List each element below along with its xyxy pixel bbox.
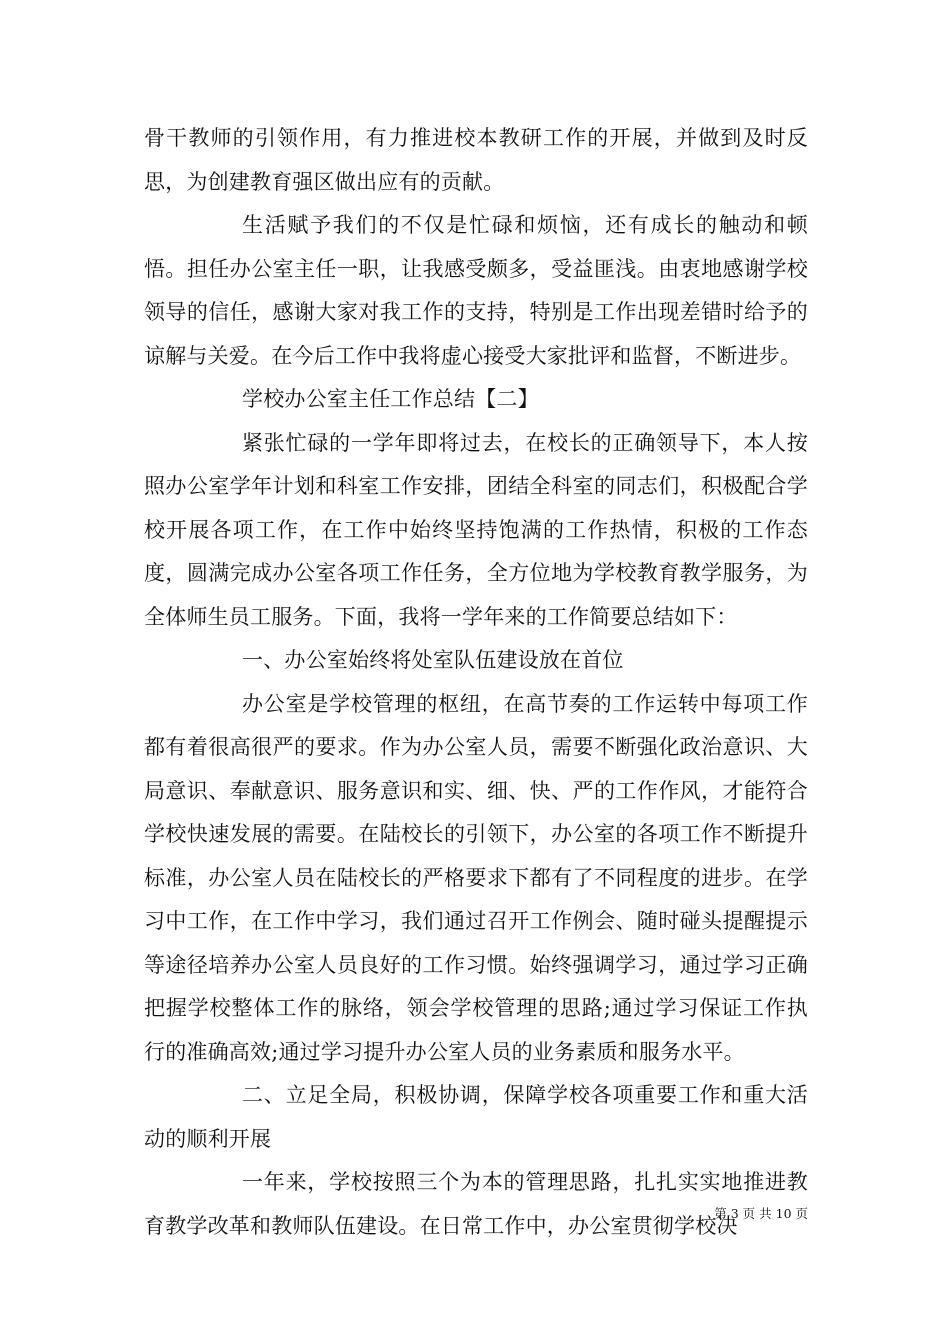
paragraph-2: 生活赋予我们的不仅是忙碌和烦恼，还有成长的触动和顿悟。担任办公室主任一职，让我感受颇多，受益匪浅。由衷地感谢学校领导的信任，感谢大家对我工作的支持，特别是工作出现差错时给予的谅解与关爱。在今后工作中我将虚心接受大家批评和监督，不断进步。 — [144, 213, 808, 368]
subheading-2: 二、立足全局，积极协调，保障学校各项重要工作和重大活动的顺利开展 — [144, 1083, 808, 1151]
paragraph-4: 办公室是学校管理的枢纽，在高节奏的工作运转中每项工作都有着很高很严的要求。作为办公室人员，需要不断强化政治意识、大局意识、奉献意识、服务意识和实、细、快、严的工作作风，才能符合学校快速发展的需要。在陆校长的引领下，办公室的各项工作不断提升标准，办公室人员在陆校长的严格要求下都有了不同程度的进步。在学习中工作，在工作中学习，我们通过召开工作例会、随时碰头提醒提示等途径培养办公室人员良好的工作习惯。始终强调学习，通过学习正确把握学校整体工作的脉络，领会学校管理的思路;通过学习保证工作执行的准确高效;通过学习提升办公室人员的业务素质和服务水平。 — [144, 691, 808, 1064]
page-number-footer: 第 3 页 共 10 页 — [714, 1206, 808, 1221]
section-heading-2: 学校办公室主任工作总结【二】 — [242, 387, 539, 411]
document-body — [144, 117, 808, 1248]
paragraph-5: 一年来，学校按照三个为本的管理思路，扎扎实实地推进教育教学改革和教师队伍建设。在日常工作中，办公室贯彻学校决 — [144, 1170, 808, 1238]
subheading-1: 一、办公室始终将处室队伍建设放在首位 — [242, 648, 624, 672]
paragraph-3: 紧张忙碌的一学年即将过去，在校长的正确领导下，本人按照办公室学年计划和科室工作安排，团结全科室的同志们，积极配合学校开展各项工作，在工作中始终坚持饱满的工作热情，积极的工作态度，圆满完成办公室各项工作任务，全方位地为学校教育教学服务，为全体师生员工服务。下面，我将一学年来的工作简要总结如下： — [144, 430, 808, 629]
paragraph-1: 骨干教师的引领作用，有力推进校本教研工作的开展，并做到及时反思，为创建教育强区做出应有的贡献。 — [144, 126, 808, 194]
